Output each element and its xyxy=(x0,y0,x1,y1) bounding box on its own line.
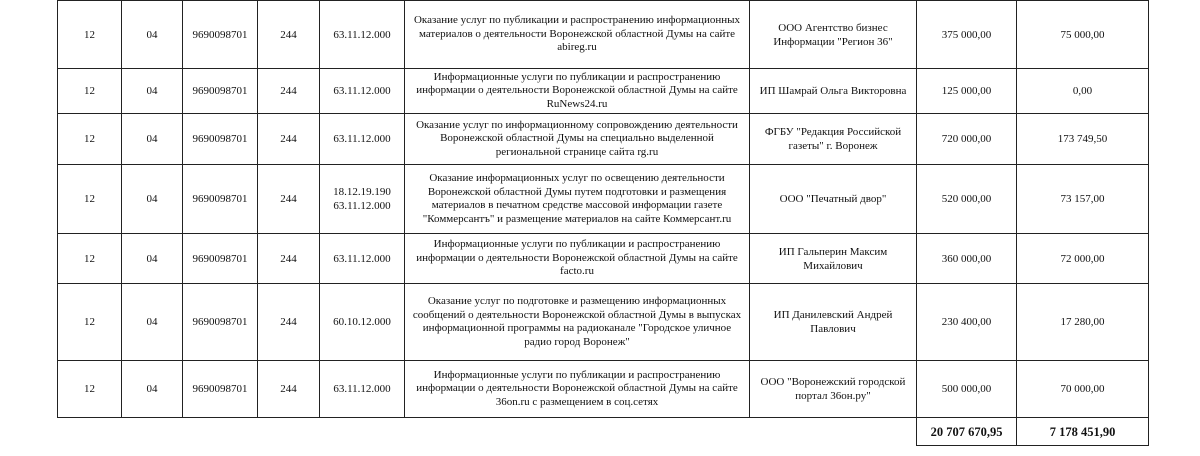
table-row xyxy=(58,114,1149,165)
subsection-code-cell: 04 xyxy=(122,1,183,69)
paid-amount-cell: 73 157,00 xyxy=(1017,165,1149,234)
section-code-cell: 12 xyxy=(58,361,122,418)
target-article-cell: 9690098701 xyxy=(183,165,258,234)
service-description-cell: Оказание услуг по подготовке и размещению информационных сообщений о деятельности Воронежской областной Думы в выпусках информационной программы на радиоканале "Городское уличное радио город Воронеж" xyxy=(405,284,750,361)
okpd-code-cell: 18.12.19.190 63.11.12.000 xyxy=(320,165,405,234)
target-article-cell: 9690098701 xyxy=(183,361,258,418)
totals-row xyxy=(58,418,1149,446)
okpd-code-cell: 63.11.12.000 xyxy=(320,1,405,69)
target-article-cell: 9690098701 xyxy=(183,69,258,114)
section-code-cell: 12 xyxy=(58,1,122,69)
blank-cell xyxy=(320,418,405,446)
vendor-cell: ИП Гальперин Максим Михайлович xyxy=(750,234,917,284)
contract-amount-cell: 720 000,00 xyxy=(917,114,1017,165)
contract-amount-cell: 375 000,00 xyxy=(917,1,1017,69)
blank-cell xyxy=(750,418,917,446)
contract-amount-cell: 360 000,00 xyxy=(917,234,1017,284)
paid-amount-cell: 70 000,00 xyxy=(1017,361,1149,418)
service-description-cell: Оказание услуг по публикации и распространению информационных материалов о деятельности Воронежской областной Думы на сайте abireg.ru xyxy=(405,1,750,69)
expense-type-cell: 244 xyxy=(258,1,320,69)
table-row xyxy=(58,284,1149,361)
table-row xyxy=(58,165,1149,234)
vendor-cell: ООО "Воронежский городской портал 36он.ру" xyxy=(750,361,917,418)
target-article-cell: 9690098701 xyxy=(183,284,258,361)
blank-cell xyxy=(183,418,258,446)
vendor-cell: ООО "Печатный двор" xyxy=(750,165,917,234)
target-article-cell: 9690098701 xyxy=(183,114,258,165)
paid-amount-cell: 0,00 xyxy=(1017,69,1149,114)
service-description-cell: Оказание услуг по информационному сопровождению деятельности Воронежской областной Думы на специально выделенной региональной странице сайта rg.ru xyxy=(405,114,750,165)
okpd-code-cell: 63.11.12.000 xyxy=(320,361,405,418)
service-description-cell: Информационные услуги по публикации и распространению информации о деятельности Воронежской областной Думы на сайте RuNews24.ru xyxy=(405,69,750,114)
table-row xyxy=(58,361,1149,418)
subsection-code-cell: 04 xyxy=(122,165,183,234)
blank-cell xyxy=(258,418,320,446)
subsection-code-cell: 04 xyxy=(122,114,183,165)
vendor-cell: ИП Шамрай Ольга Викторовна xyxy=(750,69,917,114)
contracts-table xyxy=(57,0,1149,446)
section-code-cell: 12 xyxy=(58,165,122,234)
section-code-cell: 12 xyxy=(58,234,122,284)
okpd-code-cell: 63.11.12.000 xyxy=(320,69,405,114)
okpd-code-cell: 60.10.12.000 xyxy=(320,284,405,361)
total-amount-cell: 20 707 670,95 xyxy=(917,418,1017,446)
okpd-code-cell: 63.11.12.000 xyxy=(320,234,405,284)
target-article-cell: 9690098701 xyxy=(183,234,258,284)
contract-amount-cell: 230 400,00 xyxy=(917,284,1017,361)
vendor-cell: ООО Агентство бизнес Информации "Регион 36" xyxy=(750,1,917,69)
total-paid-cell: 7 178 451,90 xyxy=(1017,418,1149,446)
paid-amount-cell: 75 000,00 xyxy=(1017,1,1149,69)
blank-cell xyxy=(58,418,122,446)
paid-amount-cell: 72 000,00 xyxy=(1017,234,1149,284)
service-description-cell: Информационные услуги по публикации и распространению информации о деятельности Воронежской областной Думы на сайте 36on.ru с размещением в соц.сетях xyxy=(405,361,750,418)
okpd-code-cell: 63.11.12.000 xyxy=(320,114,405,165)
blank-cell xyxy=(122,418,183,446)
subsection-code-cell: 04 xyxy=(122,69,183,114)
expense-type-cell: 244 xyxy=(258,69,320,114)
expense-type-cell: 244 xyxy=(258,165,320,234)
subsection-code-cell: 04 xyxy=(122,284,183,361)
section-code-cell: 12 xyxy=(58,284,122,361)
target-article-cell: 9690098701 xyxy=(183,1,258,69)
section-code-cell: 12 xyxy=(58,69,122,114)
expense-type-cell: 244 xyxy=(258,234,320,284)
table-row xyxy=(58,234,1149,284)
section-code-cell: 12 xyxy=(58,114,122,165)
subsection-code-cell: 04 xyxy=(122,361,183,418)
vendor-cell: ИП Данилевский Андрей Павлович xyxy=(750,284,917,361)
expense-type-cell: 244 xyxy=(258,361,320,418)
paid-amount-cell: 17 280,00 xyxy=(1017,284,1149,361)
expense-type-cell: 244 xyxy=(258,114,320,165)
blank-cell xyxy=(405,418,750,446)
service-description-cell: Информационные услуги по публикации и распространению информации о деятельности Воронежской областной Думы на сайте facto.ru xyxy=(405,234,750,284)
service-description-cell: Оказание информационных услуг по освещению деятельности Воронежской областной Думы путем подготовки и размещения материалов в печатном средстве массовой информации газете "Коммерсантъ" и размещение материалов на сайте Коммерсант.ru xyxy=(405,165,750,234)
paid-amount-cell: 173 749,50 xyxy=(1017,114,1149,165)
expense-type-cell: 244 xyxy=(258,284,320,361)
contract-amount-cell: 520 000,00 xyxy=(917,165,1017,234)
contract-amount-cell: 500 000,00 xyxy=(917,361,1017,418)
table-row xyxy=(58,69,1149,114)
table-row xyxy=(58,1,1149,69)
vendor-cell: ФГБУ "Редакция Российской газеты" г. Воронеж xyxy=(750,114,917,165)
subsection-code-cell: 04 xyxy=(122,234,183,284)
contract-amount-cell: 125 000,00 xyxy=(917,69,1017,114)
